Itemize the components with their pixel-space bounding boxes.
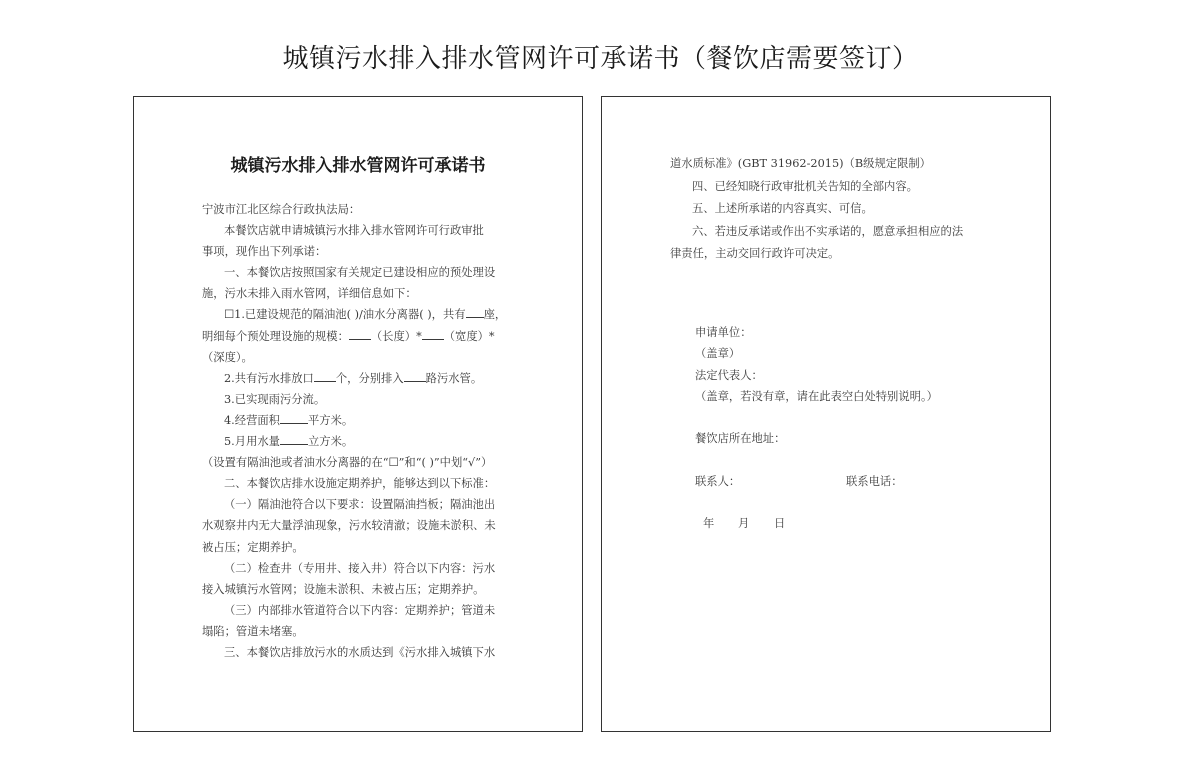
item-5-line [202,431,518,452]
section-4-line: 四、已经知晓行政审批机关告知的全部内容。 [692,179,918,193]
month-label: 月 [738,517,750,530]
item-3-line: 3.已实现雨污分流。 [224,392,326,406]
intro-line: 本餐饮店就申请城镇污水排入排水管网许可行政审批 [224,224,484,238]
width-blank [422,328,444,340]
address-label: 餐饮店所在地址： [695,432,786,445]
depth-line: （深度）。 [202,350,253,364]
area-blank [280,412,308,424]
section-5-line: 五、上述所承诺的内容真实、可信。 [692,202,873,215]
item-4-line [202,410,518,431]
section-2-1-line: 水观察井内无大量浮油现象，污水较清澈；设施未淤积、未 [202,519,496,533]
item-2-end: 路污水管。 [425,371,483,385]
section-2-3-line: （三）内部排水管道符合以下内容：定期养护；管道未 [224,603,496,617]
section-1-text: 施，污水未排入雨水管网，详细信息如下： [202,287,417,301]
item-4-text: 4.经营面积 [224,413,280,427]
width-label: （宽度）* [443,329,495,343]
length-blank [349,328,371,340]
document-page-1 [133,96,583,732]
item-1-text: ☐1.已建设规范的隔油池( )/油水分离器( )，共有 [224,308,466,322]
item-4-end: 平方米。 [307,413,354,427]
applicant-label: 申请单位： [695,326,752,339]
item-5-text: 5.月用水量 [224,435,280,449]
note-line: （设置有隔油池或者油水分离器的在“☐”和“( )”中划“√”） [202,456,493,470]
section-2-2-line: （二）检查井（专用井、接入井）符合以下内容：污水 [224,561,496,575]
section-3-continued: 道水质标准》(GBT 31962-2015)（B级规定限制） [670,157,931,170]
section-3-heading: 三、本餐饮店排放污水的水质达到《污水排入城镇下水 [224,645,496,659]
day-label: 日 [774,517,786,530]
road-blank [404,370,426,382]
intro-line: 事项，现作出下列承诺： [202,245,327,259]
contact-label: 联系人： [695,475,741,488]
section-2-1-line: （一）隔油池符合以下要求：设置隔油挡板；隔油池出 [224,498,496,512]
item-1-text-end: 座， [483,308,507,322]
section-1-heading: 一、本餐饮店按照国家有关规定已建设相应的预处理设 [224,266,496,280]
item-2-text: 2.共有污水排放口 [224,371,314,385]
document-body-continued [670,153,1000,266]
outlet-count-blank [314,370,336,382]
phone-label: 联系电话： [846,475,903,488]
length-label: （长度）* [370,329,422,343]
count-blank [466,306,484,318]
document-title: 城镇污水排入排水管网许可承诺书 [230,156,486,176]
item-1-line [202,304,518,325]
section-6-line: 六、若违反承诺或作出不实承诺的，愿意承担相应的法 [692,224,964,238]
water-blank [280,433,308,445]
seal-label: （盖章） [695,347,741,360]
item-2-mid: 个，分别排入 [335,371,404,385]
addressee: 宁波市江北区综合行政执法局： [202,203,361,216]
item-5-end: 立方米。 [307,435,354,449]
item-1-size-line [202,326,518,347]
year-label: 年 [703,517,715,530]
section-2-heading: 二、本餐饮店排水设施定期养护，能够达到以下标准： [224,477,496,491]
legal-rep-label: 法定代表人： [695,369,763,382]
page-title: 城镇污水排入排水管网许可承诺书（餐饮店需要签订） [282,44,919,74]
document-body [202,199,518,663]
section-2-3-line: 塌陷；管道未堵塞。 [202,624,304,638]
item-2-line [202,368,518,389]
section-2-1-line: 被占压；定期养护。 [202,540,304,554]
size-label: 明细每个预处理设施的规模： [202,329,349,343]
section-6-line: 律责任，主动交回行政许可决定。 [670,247,840,260]
document-page-2 [601,96,1051,732]
section-2-2-line: 接入城镇污水管网；设施未淤积、未被占压；定期养护。 [202,582,485,596]
legal-rep-note: （盖章，若没有章，请在此表空白处特别说明。） [695,390,938,403]
